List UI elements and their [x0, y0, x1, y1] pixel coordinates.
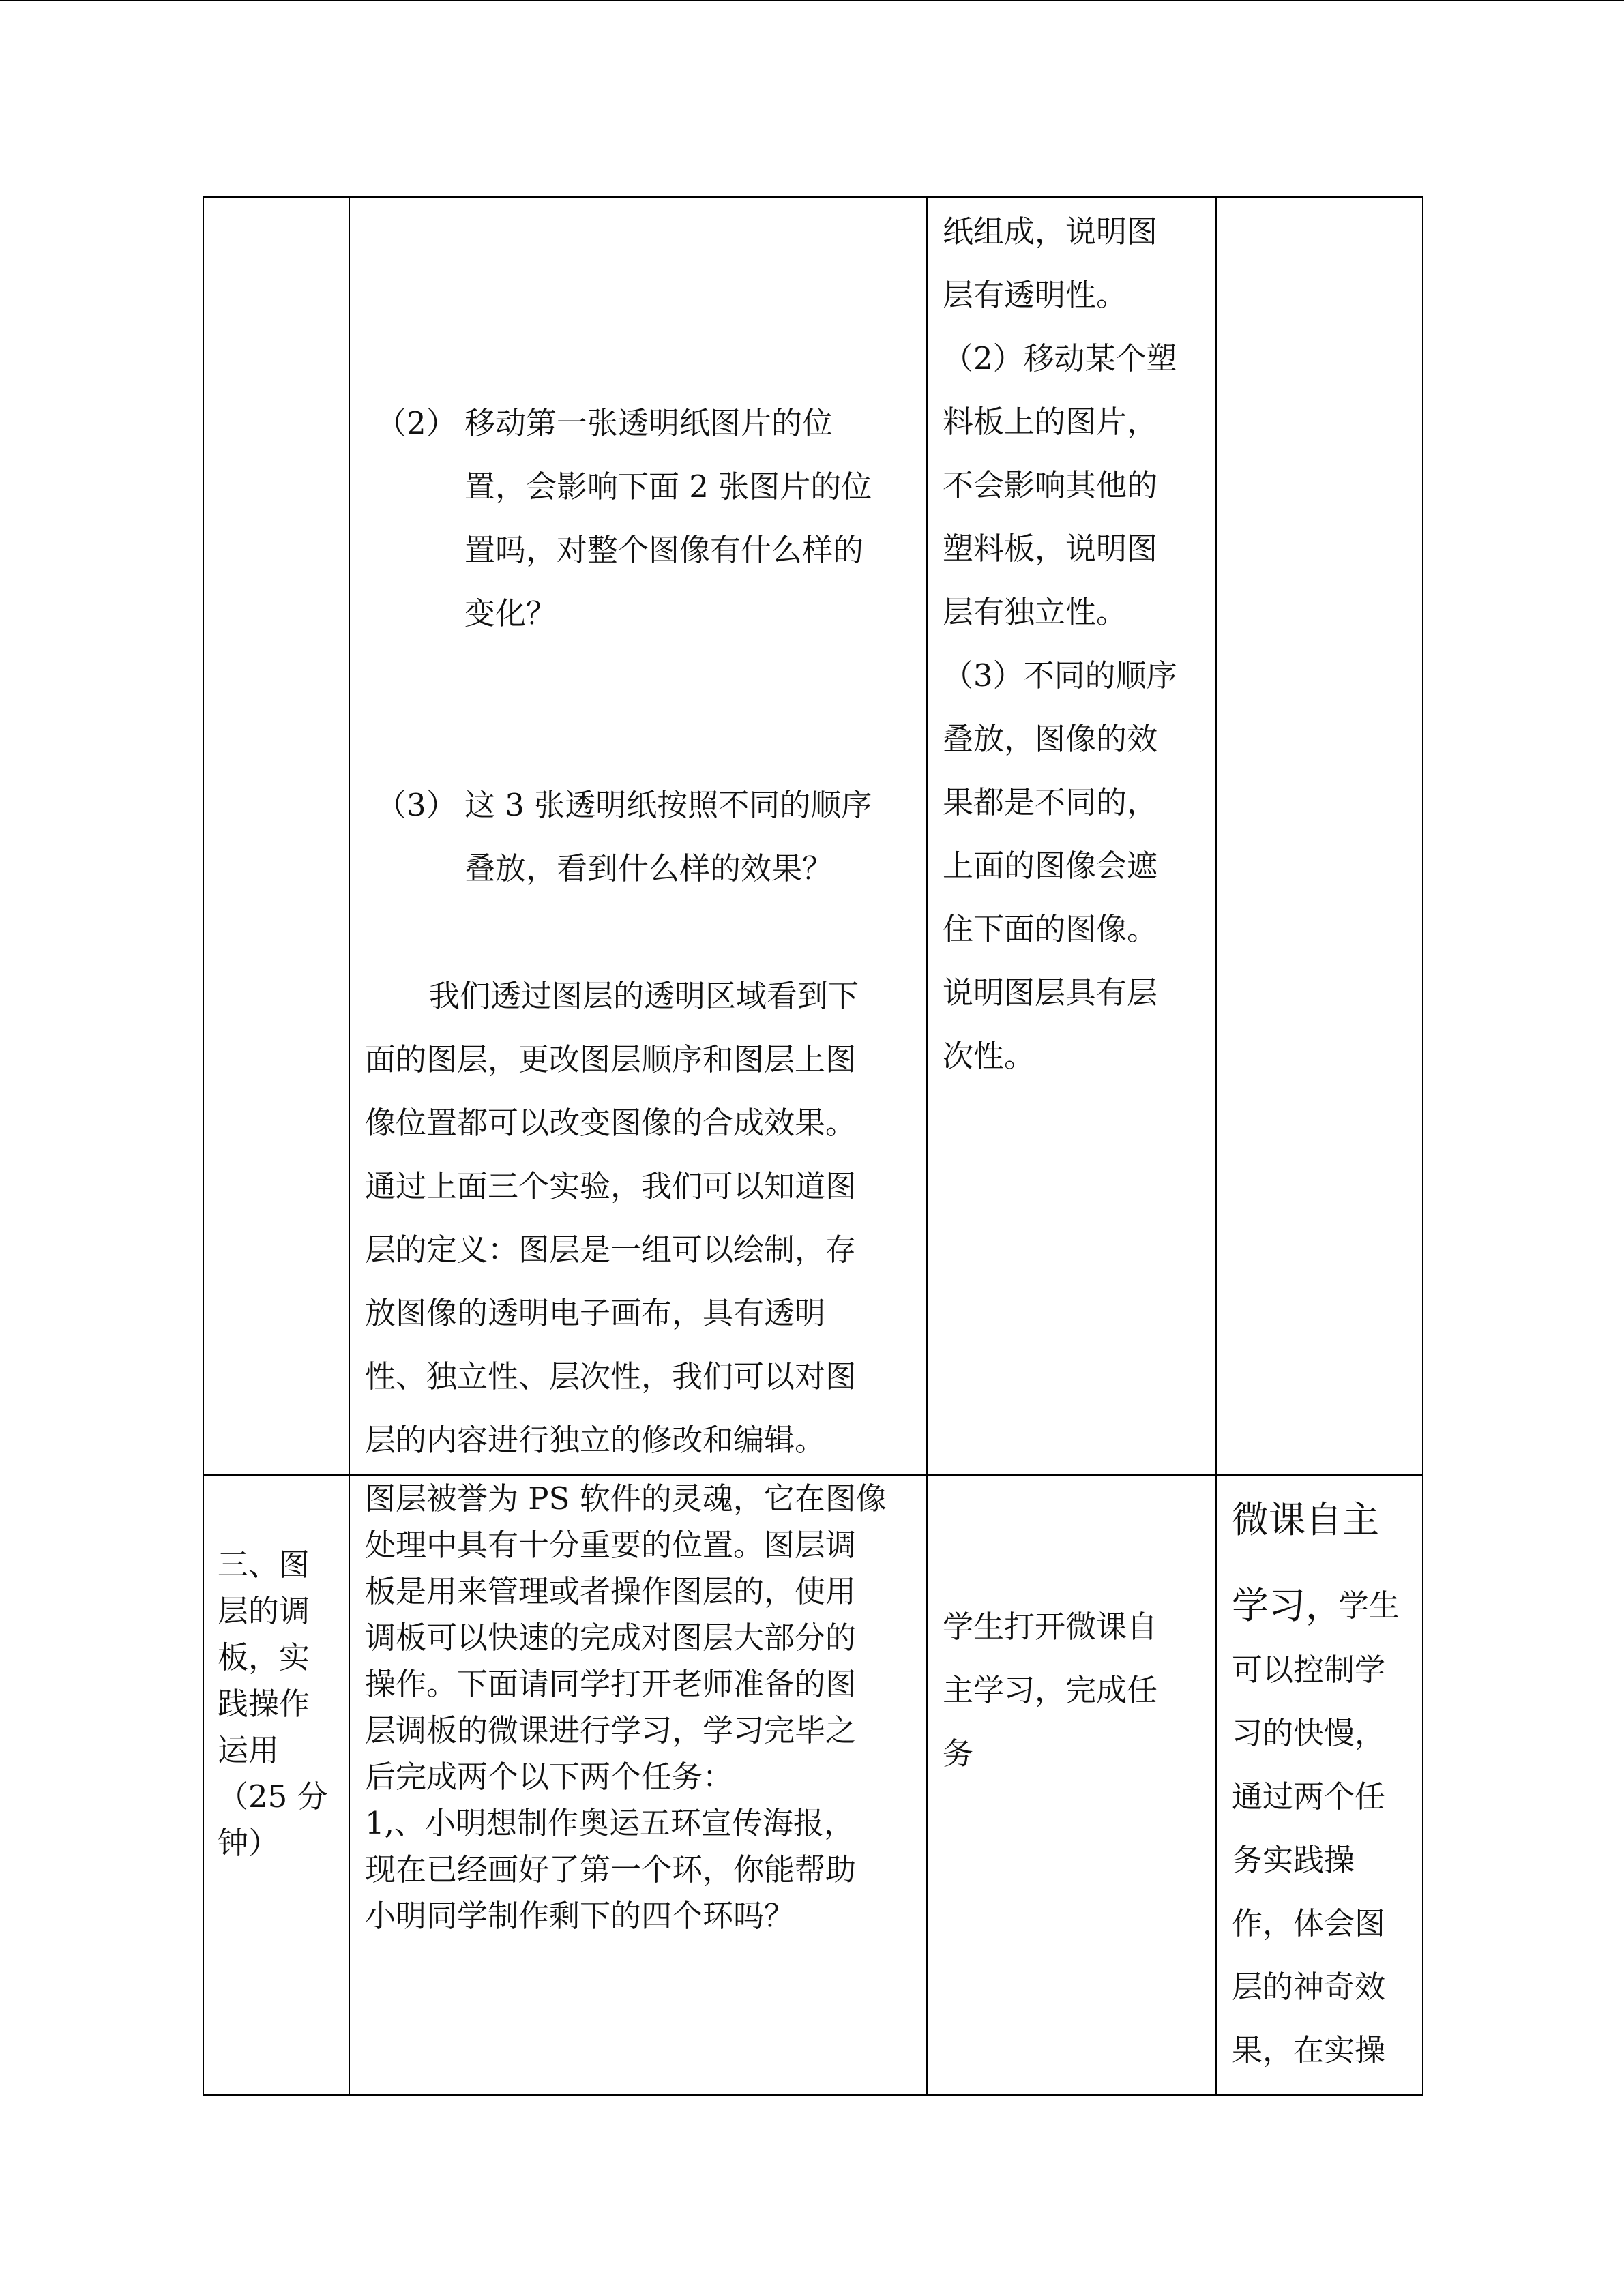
summary-line-3: 像位置都可以改变图像的合成效果。 — [365, 1105, 857, 1141]
summary-line-5: 层的定义：图层是一组可以绘制，存 — [365, 1232, 857, 1268]
intent-line-4: 务实践操 — [1232, 1842, 1355, 1878]
student-line-8: （3）不同的顺序 — [943, 657, 1177, 694]
summary-line-1: 我们透过图层的透明区域看到下 — [429, 978, 859, 1014]
task-line-1: 1,、小明想制作奥运五环宣传海报， — [365, 1805, 855, 1841]
student-task-line-1: 学生打开微课自 — [943, 1609, 1158, 1645]
intro-line-7: 后完成两个以下两个任务： — [365, 1759, 734, 1795]
student-line-9: 叠放，图像的效 — [943, 721, 1158, 757]
stage-cell-empty — [203, 197, 349, 1475]
student-line-3: （2）移动某个塑 — [943, 340, 1177, 376]
student-line-1: 纸组成，说明图 — [943, 213, 1158, 250]
student-activity-cell-2 — [927, 1475, 1216, 2095]
design-intent-cell-empty — [1216, 197, 1423, 1475]
stage-line-2: 层的调 — [218, 1593, 310, 1629]
teacher-activity-cell — [349, 197, 927, 1475]
table-row-experiment — [203, 197, 1423, 1475]
student-line-4: 料板上的图片， — [943, 404, 1158, 440]
student-line-5: 不会影响其他的 — [943, 467, 1158, 503]
intent-line-1: 可以控制学 — [1232, 1652, 1386, 1688]
intent-big-line-2: 学习， — [1232, 1584, 1342, 1627]
intro-line-4: 调板可以快速的完成对图层大部分的 — [365, 1620, 857, 1656]
summary-line-8: 层的内容进行独立的修改和编辑。 — [365, 1422, 826, 1458]
intent-line-3: 通过两个任 — [1232, 1778, 1386, 1815]
summary-line-6: 放图像的透明电子画布，具有透明 — [365, 1295, 826, 1331]
question-2-line-4: 变化？ — [464, 595, 557, 631]
student-line-11: 上面的图像会遮 — [943, 848, 1158, 884]
page-top-border — [0, 0, 1624, 1]
stage-cell — [203, 1475, 349, 2095]
task-line-3: 小明同学制作剩下的四个环吗？ — [365, 1898, 795, 1934]
intro-line-2: 处理中具有十分重要的位置。图层调 — [365, 1527, 857, 1563]
design-intent-cell — [1216, 1475, 1423, 2095]
question-2-line-2: 置，会影响下面 2 张图片的位 — [464, 468, 872, 505]
stage-line-1: 三、图 — [218, 1547, 310, 1583]
summary-line-4: 通过上面三个实验，我们可以知道图 — [365, 1168, 857, 1204]
student-task-line-3: 务 — [943, 1735, 974, 1772]
stage-line-4: 践操作 — [218, 1686, 310, 1722]
summary-line-7: 性、独立性、层次性，我们可以对图 — [365, 1358, 857, 1395]
student-line-10: 果都是不同的， — [943, 784, 1158, 820]
intent-line-6: 层的神奇效 — [1232, 1969, 1386, 2005]
stage-line-7: 钟） — [218, 1825, 280, 1861]
student-line-13: 说明图层具有层 — [943, 974, 1158, 1011]
question-3-line-1: 这 3 张透明纸按照不同的顺序 — [464, 787, 872, 823]
task-line-2: 现在已经画好了第一个环，你能帮助 — [365, 1851, 857, 1888]
student-task-line-2: 主学习，完成任 — [943, 1672, 1158, 1708]
question-2-number: （2） — [376, 405, 457, 441]
question-2-line-1: 移动第一张透明纸图片的位 — [464, 405, 833, 441]
summary-line-2: 面的图层，更改图层顺序和图层上图 — [365, 1041, 857, 1077]
question-3-line-2: 叠放，看到什么样的效果？ — [464, 850, 833, 886]
student-line-2: 层有透明性。 — [943, 277, 1127, 313]
intent-line-5: 作，体会图 — [1232, 1905, 1386, 1941]
student-line-12: 住下面的图像。 — [943, 911, 1158, 947]
student-line-7: 层有独立性。 — [943, 594, 1127, 630]
intro-line-1: 图层被誉为 PS 软件的灵魂，它在图像 — [365, 1480, 887, 1517]
intro-line-5: 操作。下面请同学打开老师准备的图 — [365, 1666, 857, 1702]
stage-line-5: 运用 — [218, 1732, 280, 1768]
intro-line-6: 层调板的微课进行学习，学习完毕之 — [365, 1712, 857, 1748]
student-line-14: 次性。 — [943, 1038, 1035, 1074]
student-line-6: 塑料板，说明图 — [943, 531, 1158, 567]
intro-line-3: 板是用来管理或者操作图层的，使用 — [365, 1573, 857, 1609]
intent-big-line-1: 微课自主 — [1232, 1498, 1379, 1541]
table-row-layers-panel — [203, 1475, 1423, 2095]
stage-line-3: 板，实 — [218, 1639, 310, 1675]
student-activity-cell — [927, 197, 1216, 1475]
intent-inline-tail: 学生 — [1338, 1587, 1400, 1624]
lesson-plan-table — [203, 196, 1423, 2096]
stage-line-6: （25 分 — [218, 1778, 328, 1815]
intent-line-7: 果，在实操 — [1232, 2032, 1386, 2068]
teacher-activity-cell-2 — [349, 1475, 927, 2095]
question-2-line-3: 置吗，对整个图像有什么样的 — [464, 532, 864, 568]
intent-line-2: 习的快慢， — [1232, 1715, 1386, 1751]
question-3-number: （3） — [376, 787, 457, 823]
